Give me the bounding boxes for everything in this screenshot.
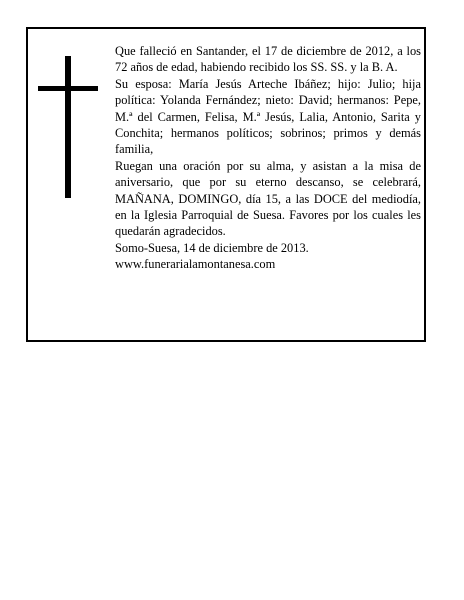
cross-vertical-bar (65, 56, 71, 198)
notice-place-date: Somo-Suesa, 14 de diciembre de 2013. (115, 240, 309, 255)
cross-horizontal-bar (38, 86, 98, 91)
notice-family: Su esposa: María Jesús Arteche Ibáñez; hijo: Julio; hija política: Yolanda Fernández; nieto: David; hermanos: Pepe, M.ª del Carmen, Felisa, M.ª Jesús, Lalia, Antonio, Sarita y Conchita; hermanos políticos; sobrinos; primos y demás familia, (115, 76, 421, 157)
notice-request: Ruegan una oración por su alma, y asistan a la misa de aniversario, que por su eterno descanso, se celebrará, MAÑANA, DOMINGO, día 15, a las DOCE del mediodía, en la Iglesia Parroquial de Suesa. Favores por los cuales les quedarán agradecidos. (115, 158, 421, 239)
notice-website: www.funerarialamontanesa.com (115, 257, 276, 272)
cross-icon (38, 56, 98, 198)
obituary-notice (26, 27, 426, 342)
notice-opening: Que falleció en Santander, el 17 de diciembre de 2012, a los 72 años de edad, habiendo recibido los SS. SS. y la B. A. (115, 44, 421, 75)
notice-text (115, 43, 421, 273)
